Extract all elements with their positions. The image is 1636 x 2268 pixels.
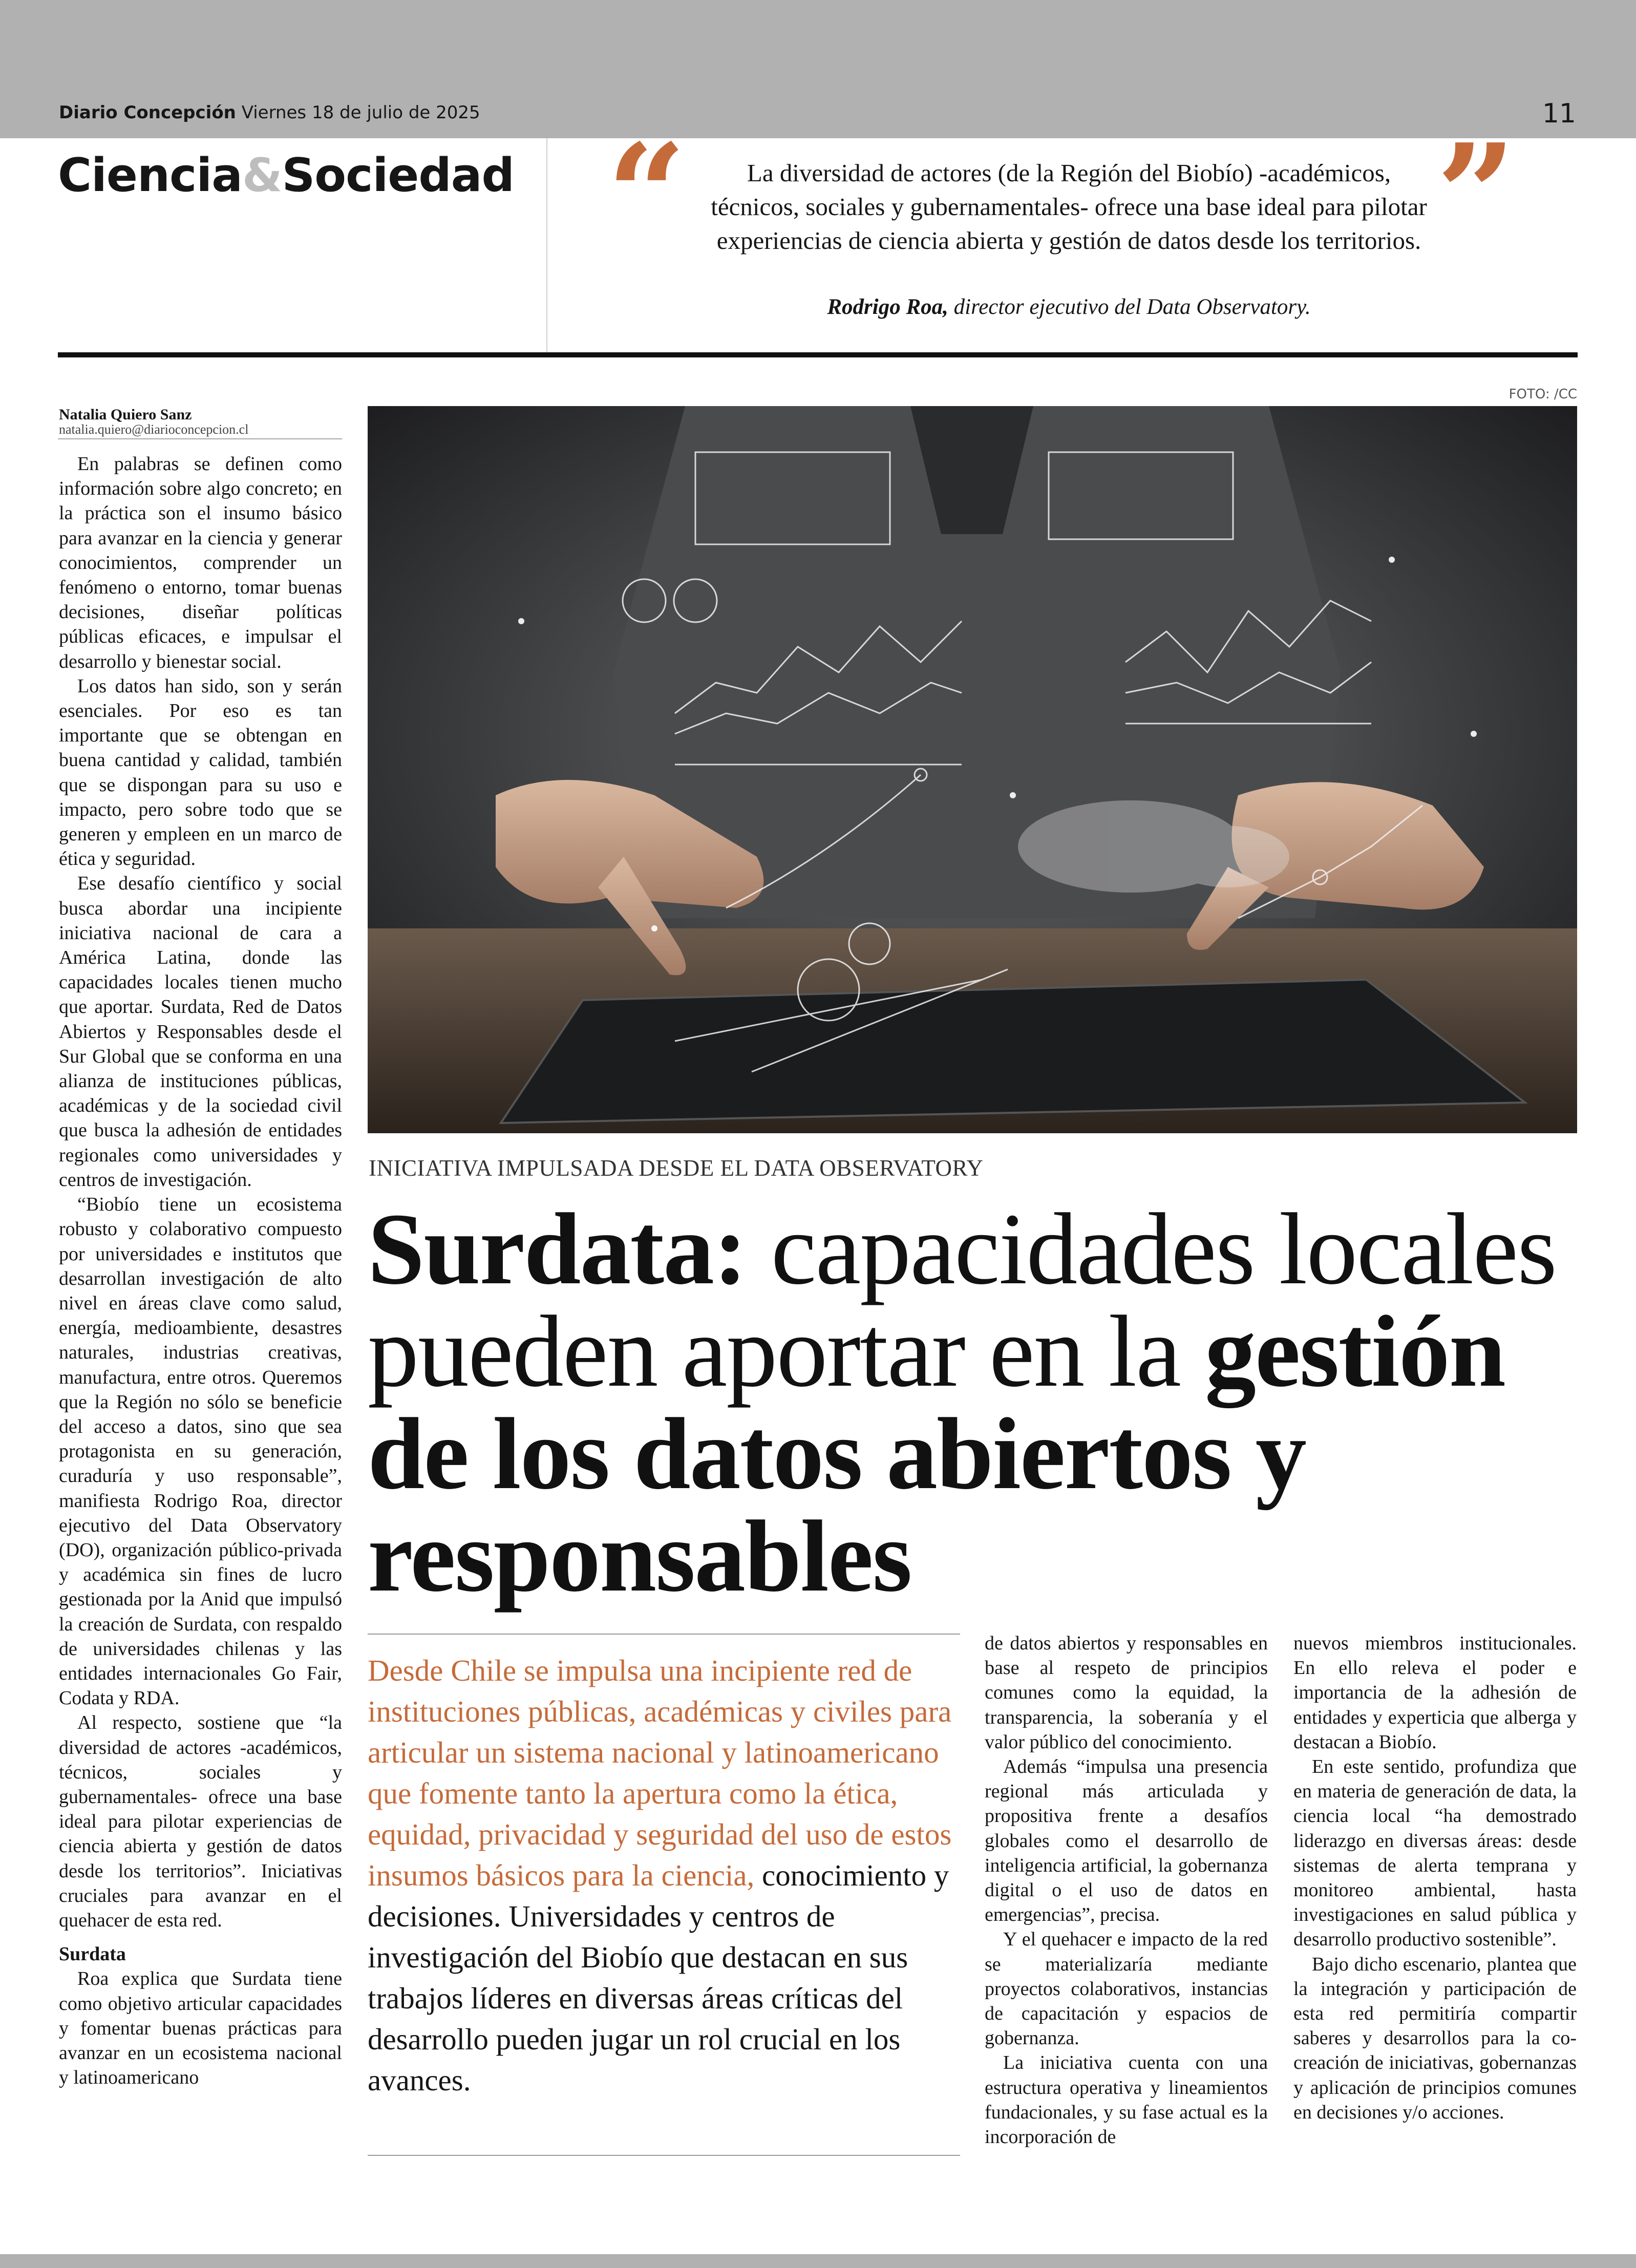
masthead [59,102,480,123]
paragraph: Bajo dicho escenario, plantea que la integración y participación de esta red permitiría compartir saberes y desarrollos para la co-creación de iniciativas, gobernanzas y aplicación de principios comunes en decisiones y/o acciones. [1293,1953,1577,2123]
headline-bold-lead: Surdata: [368,1193,747,1306]
photo-credit: FOTO: /CC [1508,387,1577,402]
quote-role: director ejecutivo del Data Observatory. [953,295,1311,319]
paragraph: nuevos miembros institucionales. En ello releva el poder e importancia de la adhesión de entidades y experticia que alberga y destacan a Biobío. [1293,1633,1577,1753]
subhead: Surdata [59,1943,126,1965]
headline-regular: capacidades locales pueden aportar en la [368,1193,1556,1408]
byline-rule [58,438,342,439]
lede [368,1650,962,2101]
bottom-band [0,2254,1636,2268]
paragraph: de datos abiertos y responsables en base al respeto de principios comunes como la equidad, la transparencia, la soberanía y el valor público del conocimiento. [985,1633,1268,1753]
paragraph: Los datos han sido, son y serán esenciales. Por eso es tan importante que se obtengan en buena cantidad y calidad, también que se dispongan para su uso e impacto, pero sobre todo que se generen y empleen en un marco de ética y seguridad. [59,675,342,870]
headline-bold-tail: gestión de los datos abiertos y responsables [368,1295,1505,1613]
masthead-date: Viernes 18 de julio de 2025 [241,102,480,123]
pull-quote: La diversidad de actores (de la Región del Biobío) -académicos, técnicos, sociales y gubernamentales- ofrece una base ideal para pilotar experiencias de ciencia abierta y gestión de datos desde los territorios. [711,159,1427,255]
byline-email: natalia.quiero@diarioconcepcion.cl [59,422,249,437]
header-rule [58,352,1578,357]
quote-author: Rodrigo Roa, [827,295,948,319]
header-separator [546,138,547,352]
article-photo [368,406,1577,1133]
paragraph: En este sentido, profundiza que en materia de generación de data, la ciencia local “ha demostrado liderazgo en diversas áreas: desde sistemas de alerta temprana y monitoreo ambiental, hasta investigaciones en salud pública y desarrollo productivo sostenible”. [1293,1756,1577,1951]
paragraph: “Biobío tiene un ecosistema robusto y colaborativo compuesto por universidades e institutos que desarrollan investigación de alto nivel en áreas clave como salud, energía, medioambiente, desastres naturales, industrias creativas, manufactura, entre otros. Queremos que la Región no sólo se beneficie del acceso a datos, sino que sea protagonista en su generación, curaduría y uso responsable”, manifiesta Rodrigo Roa, director ejecutivo del Data Observatory (DO), organización público-privada y académica sin fines de lucro gestionada por la Anid que impulsó la creación de Surdata, con respaldo de universidades chilenas y las entidades internacionales Go Fair, Codata y RDA. [59,1194,342,1709]
quote-open-icon: “ [607,113,687,276]
page-number: 11 [1542,98,1576,129]
paragraph: Y el quehacer e impacto de la red se materializaría mediante proyectos colaborativos, instancias de capacitación y espacios de gobernanza. [985,1928,1268,2049]
pull-quote-attribution [704,294,1434,320]
section-part2: Sociedad [282,149,514,202]
paragraph: Al respecto, sostiene que “la diversidad de actores -académicos, técnicos, sociales y gubernamentales- ofrece una base ideal para pilotar experiencias de ciencia abierta y gestión de datos desde los territorios”. Iniciativas cruciales para avanzar en el quehacer de esta red. [59,1712,342,1931]
section-part1: Ciencia [58,149,242,202]
paragraph: Roa explica que Surdata tiene como objetivo articular capacidades y fomentar buenas prácticas para avanzar en un ecosistema nacional y latinoamericano [59,1968,342,2089]
paragraph: La iniciativa cuenta con una estructura operativa y lineamientos fundacionales, y su fase actual es la incorporación de [985,2052,1268,2148]
article-column-3 [985,1631,1268,2149]
quote-close-icon: ” [1436,113,1516,276]
article-column-4 [1293,1631,1577,2125]
section-title [58,149,514,202]
paragraph: Además “impulsa una presencia regional más articulada y propositiva frente a desafíos globales como el desarrollo de inteligencia artificial, la gobernanza digital o el uso de datos en emergencias”, precisa. [985,1756,1268,1926]
masthead-brand: Diario Concepción [59,102,236,123]
data-tablet-illustration [368,406,1577,1133]
paragraph: Ese desafío científico y social busca abordar una incipiente iniciativa nacional de cara a América Latina, donde las capacidades locales tienen mucho que aportar. Surdata, Red de Datos Abiertos y Responsables desde el Sur Global que se conforma en una alianza de instituciones públicas, académicas y de la sociedad civil que busca la adhesión de entidades regionales como universidades y centros de investigación. [59,873,342,1191]
lede-accent: Desde Chile se impulsa una incipiente red de instituciones públicas, académicas y civiles para articular un sistema nacional y latinoamericano que fomente tanto la apertura como la ética, equidad, privacidad y seguridad del uso de estos insumos básicos para la ciencia, [368,1654,952,1892]
article-column-1 [59,452,342,2090]
kicker: INICIATIVA IMPULSADA DESDE EL DATA OBSERVATORY [369,1155,984,1181]
lede-rule-bottom [368,2155,960,2156]
lede-rest: conocimiento y decisiones. Universidades y centros de investigación del Biobío que destacan en sus trabajos líderes en diversas áreas críticas del desarrollo pueden jugar un rol crucial en los avances. [368,1858,949,2097]
byline-name: Natalia Quiero Sanz [59,406,192,423]
headline [368,1193,1597,1613]
paragraph: En palabras se definen como información sobre algo concreto; en la práctica son el insumo básico para avanzar en la ciencia y generar conocimientos, comprender un fenómeno o entorno, tomar buenas decisiones, diseñar políticas públicas eficaces, e impulsar el desarrollo y bienestar social. [59,453,342,672]
lede-rule-top [368,1634,960,1635]
section-amp: & [242,149,282,202]
